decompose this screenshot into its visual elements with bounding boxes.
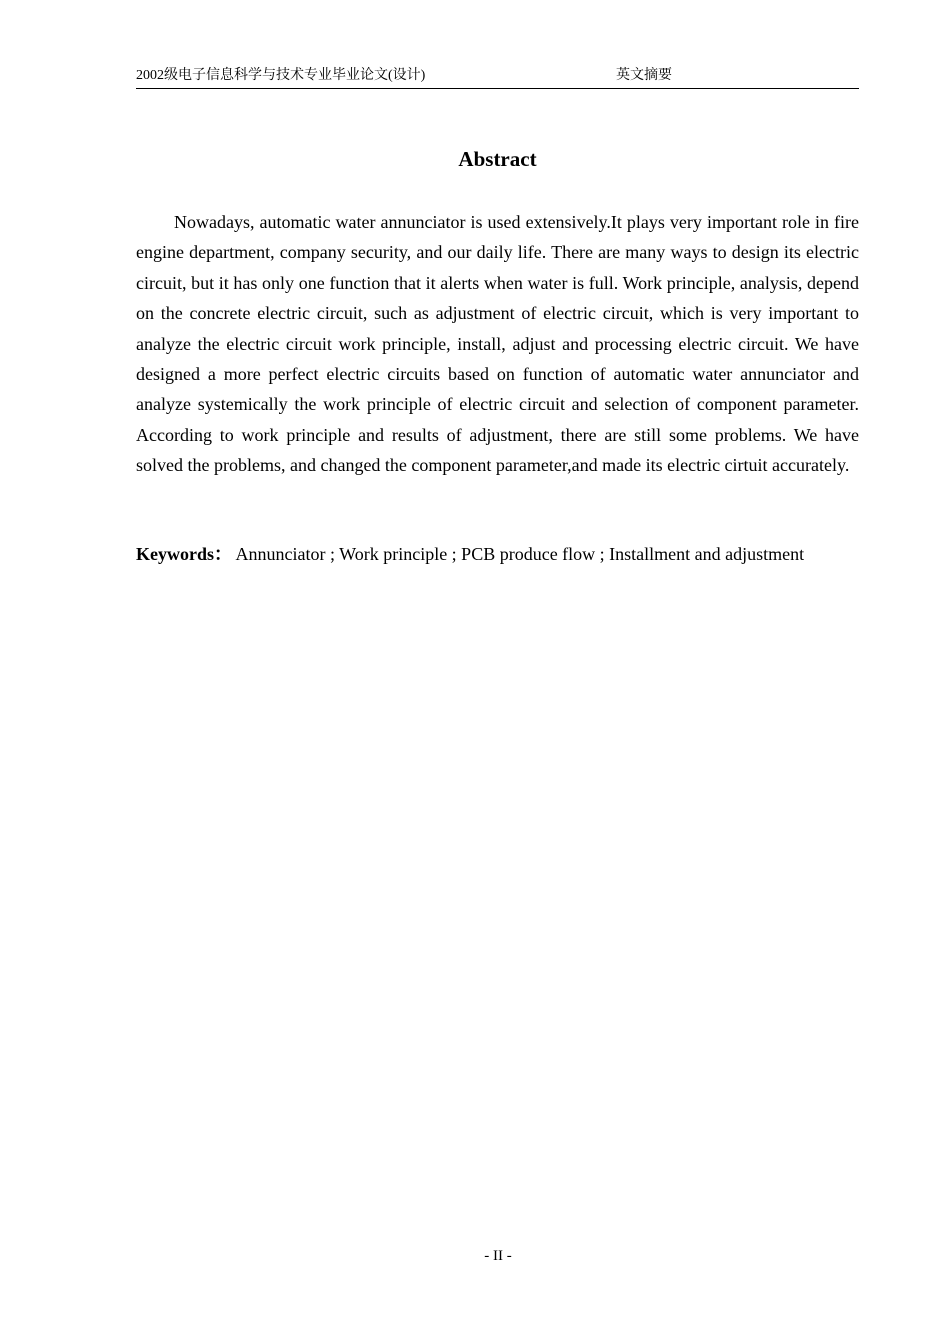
keywords-label: Keywords：	[136, 544, 232, 564]
header-section-name: 英文摘要	[616, 68, 672, 83]
abstract-title: Abstract	[458, 147, 537, 171]
page-number: - II -	[484, 1248, 512, 1264]
page-header	[136, 66, 859, 89]
header-thesis-title: 2002级电子信息科学与技术专业毕业论文(设计)	[136, 68, 426, 83]
keywords-line	[136, 540, 876, 568]
keywords-text: Annunciator ; Work principle ; PCB produce flow ; Installment and adjustment	[235, 544, 805, 564]
abstract-paragraph: Nowadays, automatic water annunciator is used extensively.It plays very important role in fire engine department, company security, and our daily life. There are many ways to design its electric circuit, but it has only one function that it alerts when water is full. Work principle, analysis, depend on the concrete electric circuit, such as adjustment of electric circuit, which is very important to analyze the electric circuit work principle, install, adjust and processing electric circuit. We have designed a more perfect electric circuits based on function of automatic water annunciator and analyze systemically the work principle of electric circuit and selection of component parameter. According to work principle and results of adjustment, there are still some problems. We have solved the problems, and changed the component parameter,and made its electric cirtuit accurately.	[136, 212, 859, 476]
